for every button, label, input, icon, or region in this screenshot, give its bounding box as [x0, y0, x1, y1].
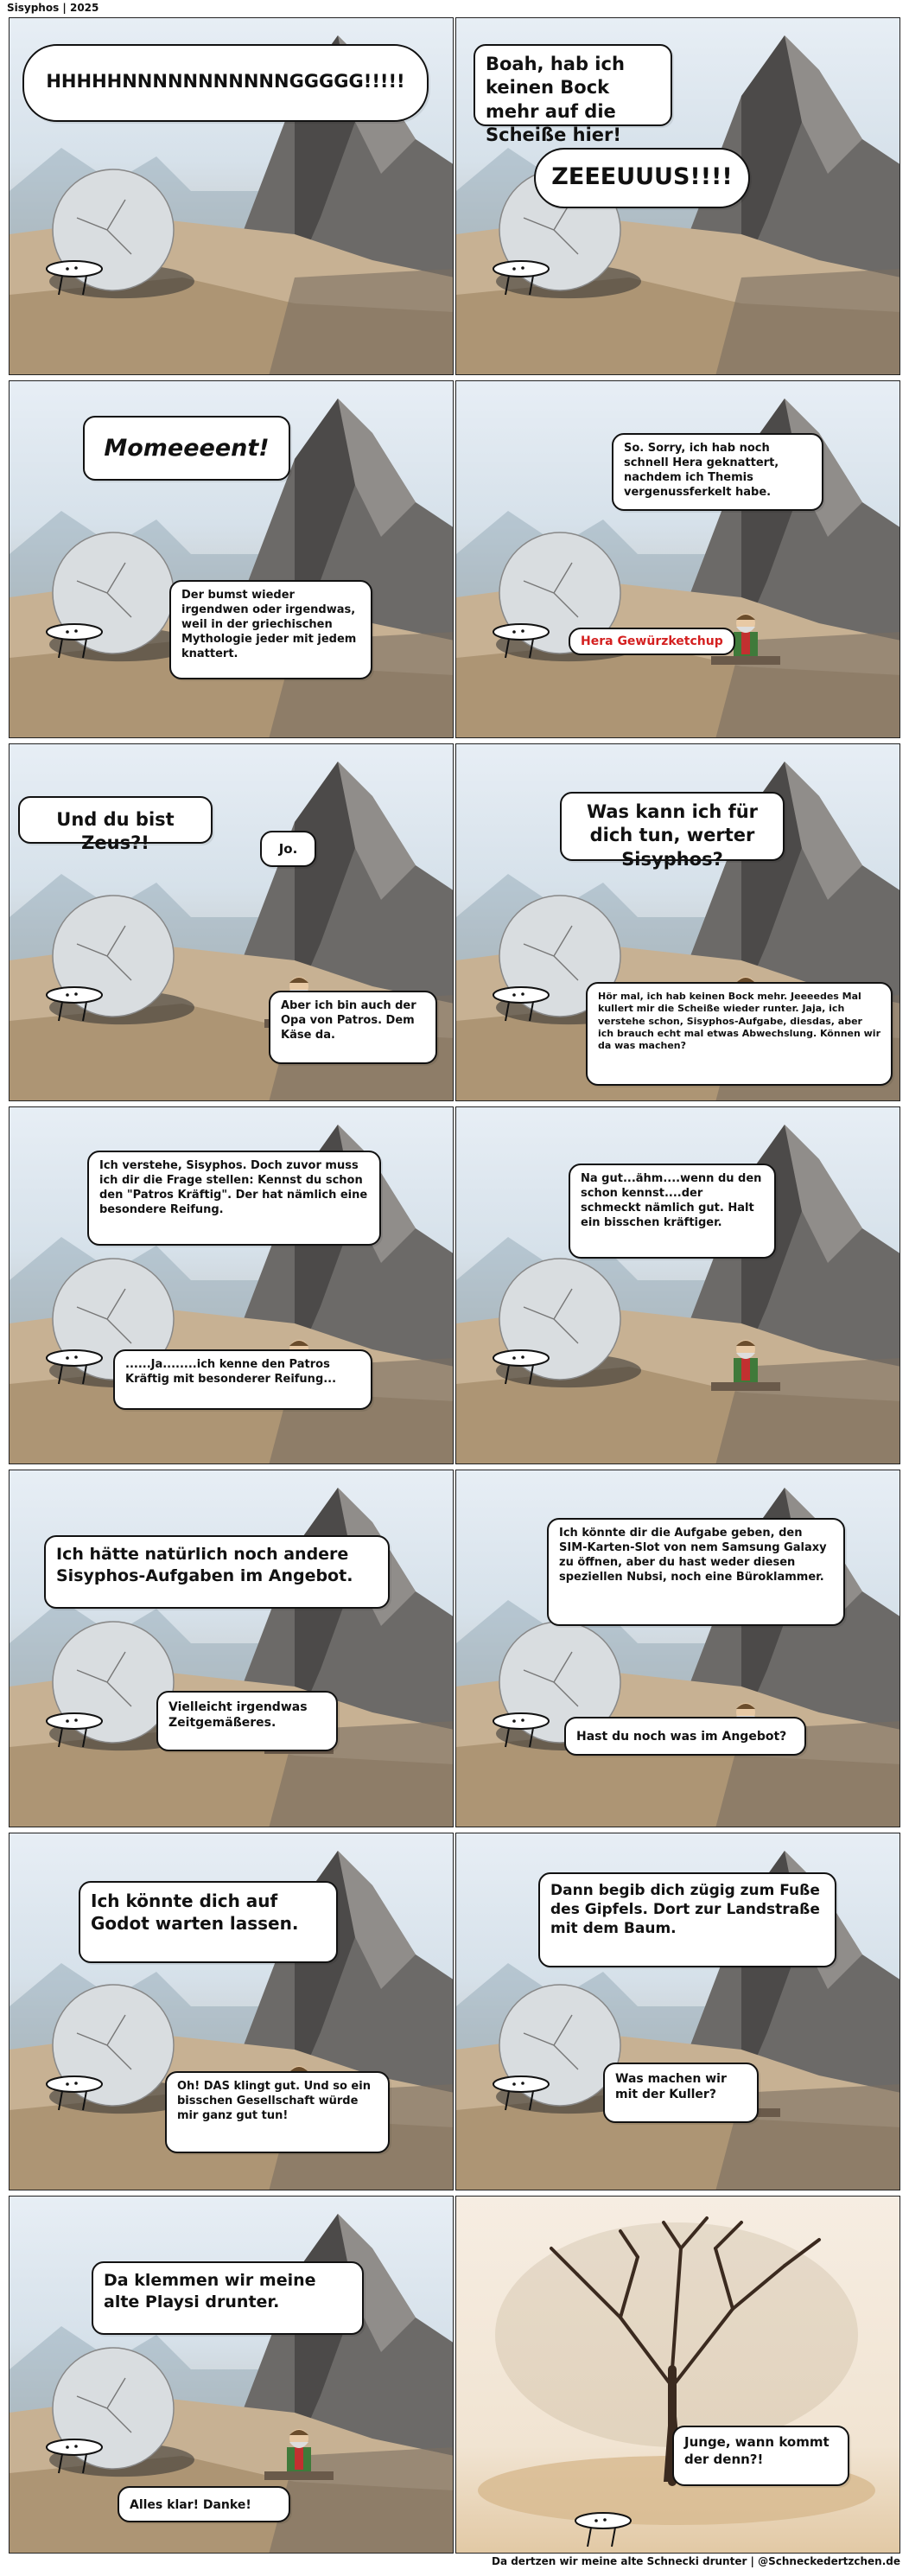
shout-bubble [534, 148, 750, 208]
bubble-text: Hast du noch was im Angebot? [576, 1730, 787, 1744]
bubble-text: So. Sorry, ich hab noch schnell Hera geknattert, nachdem ich Themis vergenussferkelt habe. [624, 442, 779, 499]
panel-illustration [10, 1470, 454, 1827]
bubble-text: Dann begib dich zügig zum Fuße des Gipfels. Dort zur Landstraße mit dem Baum. [550, 1882, 820, 1938]
speech-bubble [156, 1691, 338, 1751]
speech-bubble [118, 2486, 290, 2522]
bubble-text: Vielleicht irgendwas Zeitgemäßeres. [168, 1700, 308, 1731]
bubble-text: Hör mal, ich hab keinen Bock mehr. Jeeeedes Mal kullert mir die Scheiße wieder runter. Jaja, ich verstehe schon, Sisyphos-Aufgabe, diesdas, aber ich brauch echt mal etwas Abwechslung. Können wir da was machen? [598, 991, 881, 1052]
comic-header: Sisyphos | 2025 [7, 2, 99, 14]
panel-8 [455, 1106, 900, 1464]
comic-footer: Da dertzen wir meine alte Schnecki drunter | @Schneckedertzchen.de [491, 2555, 900, 2567]
caption-label [569, 628, 735, 655]
bubble-text: Da klemmen wir meine alte Playsi drunter. [104, 2271, 316, 2311]
speech-bubble [44, 1535, 390, 1609]
panel-illustration [456, 2197, 900, 2554]
speech-bubble [672, 2426, 849, 2486]
bubble-text: Jo. [278, 841, 298, 857]
speech-bubble [560, 792, 785, 870]
bubble-text: Der bumst wieder irgendwen oder irgendwas, weil in der griechischen Mythologie jeder mit jedem knattert. [181, 589, 357, 660]
speech-bubble [165, 2071, 390, 2153]
speech-bubble [547, 1518, 845, 1626]
bubble-text: Momeeeent! [104, 435, 270, 462]
speech-bubble [22, 44, 429, 122]
bubble-text: Na gut...ähm....wenn du den schon kennst....der schmeckt nämlich gut. Halt ein bisschen kräftiger. [581, 1172, 762, 1229]
speech-bubble [569, 1164, 776, 1259]
panel-13 [9, 2196, 454, 2554]
panel-5 [9, 743, 454, 1101]
panel-2 [455, 17, 900, 375]
panel-12 [455, 1833, 900, 2190]
bubble-text: Ich hätte natürlich noch andere Sisyphos-Aufgaben im Angebot. [56, 1545, 353, 1585]
speech-bubble [92, 2261, 364, 2335]
bubble-text: Was kann ich für dich tun, werter Sisyphos? [586, 801, 759, 870]
bubble-text: Boah, hab ich keinen Bock mehr auf die Scheiße hier! [486, 54, 625, 145]
bubble-text: HHHHHNNNNNNNNNNNGGGGG!!!!! [46, 71, 405, 92]
speech-bubble [113, 1349, 372, 1410]
speech-bubble [79, 1881, 338, 1963]
bubble-text: Und du bist Zeus?! [56, 809, 175, 854]
bubble-text: ......Ja........ich kenne den Patros Kräftig mit besonderer Reifung... [125, 1358, 337, 1386]
panel-1 [9, 17, 454, 375]
bubble-text: Oh! DAS klingt gut. Und so ein bisschen Gesellschaft würde mir ganz gut tun! [177, 2080, 371, 2122]
bubble-text: Ich könnte dich auf Godot warten lassen. [91, 1891, 299, 1934]
speech-bubble [612, 433, 823, 511]
panel-7 [9, 1106, 454, 1464]
bubble-text: Aber ich bin auch der Opa von Patros. Dem Käse da. [281, 999, 416, 1042]
bubble-text: Was machen wir mit der Kuller? [615, 2072, 727, 2102]
speech-bubble [564, 1717, 806, 1756]
bubble-text: Junge, wann kommt der denn?! [684, 2434, 830, 2467]
panel-9 [9, 1470, 454, 1827]
panel-6 [455, 743, 900, 1101]
speech-bubble [269, 991, 437, 1064]
speech-bubble [586, 982, 893, 1086]
panel-11 [9, 1833, 454, 2190]
speech-bubble [18, 796, 213, 854]
caption-text: Hera Gewürzketchup [581, 634, 723, 648]
bubble-text: Ich verstehe, Sisyphos. Doch zuvor muss ich dir die Frage stellen: Kennst du schon den "Patros Kräftig". Der hat nämlich eine besondere Reifung. [99, 1159, 368, 1216]
panel-4 [455, 380, 900, 738]
speech-bubble [538, 1872, 836, 1967]
bubble-text: Ich könnte dir die Aufgabe geben, den SIM-Karten-Slot von nem Samsung Galaxy zu öffnen, aber du hast weder diesen speziellen Nubsi, noch eine Büroklammer. [559, 1527, 827, 1584]
speech-bubble [87, 1151, 381, 1246]
speech-bubble [474, 44, 672, 145]
panel-illustration [456, 1107, 900, 1464]
speech-bubble [169, 580, 372, 679]
speech-bubble [83, 416, 290, 481]
speech-bubble [603, 2063, 759, 2123]
panel-14 [455, 2196, 900, 2554]
speech-bubble [260, 831, 316, 867]
panel-3 [9, 380, 454, 738]
bubble-text: Alles klar! Danke! [130, 2498, 251, 2512]
bubble-text: ZEEEUUUS!!!! [551, 163, 733, 190]
panel-10 [455, 1470, 900, 1827]
